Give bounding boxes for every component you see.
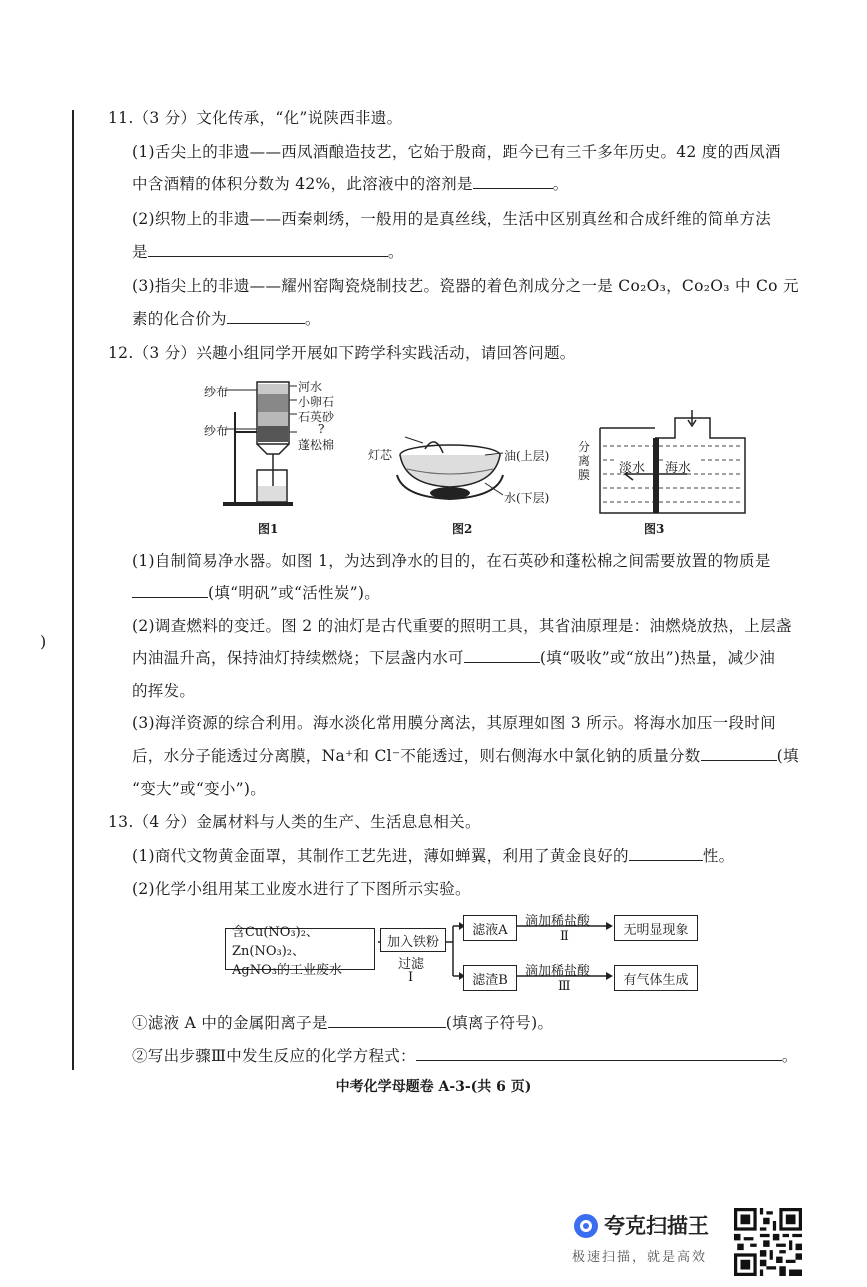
q13-sub1: ①滤液 A 中的金属阳离子是 (填离子符号)。 xyxy=(132,1014,554,1032)
flow-source-line2: AgNO₃的工业废水 xyxy=(232,962,342,978)
q12-part1-line2: (填“明矾”或“活性炭”)。 xyxy=(132,581,380,603)
answer-blank[interactable] xyxy=(701,746,777,761)
q11-part2-line2: 是 。 xyxy=(132,243,404,261)
q12-part3-line2: 后，水分子能透过分离膜，Na⁺和 Cl⁻不能透过，则右侧海水中氯化钠的质量分数 (填 xyxy=(132,747,799,765)
answer-blank[interactable] xyxy=(464,648,540,663)
flow-step1-box: 加入铁粉 xyxy=(380,928,446,952)
q13-part2: (2)化学小组用某工业废水进行了下图所示实验。 xyxy=(132,880,471,898)
flow-source-box xyxy=(225,924,375,978)
flow-residue-b: 滤渣B xyxy=(463,965,517,991)
fig3-label-membrane-3: 膜 xyxy=(578,468,591,482)
q11-part1-line2: 中含酒精的体积分数为 42%，此溶液中的溶剂是 。 xyxy=(132,175,569,193)
q13-part1: (1)商代文物黄金面罩，其制作工艺先进，薄如蝉翼，利用了黄金良好的 性。 xyxy=(132,847,735,865)
scanner-logo-icon xyxy=(572,1212,600,1240)
fig2-label-wick: 灯芯 xyxy=(368,448,393,462)
q11-part2-line1: (2)织物上的非遗——西秦刺绣，一般用的是真丝线，生活中区别真丝和合成纤维的简单方法 xyxy=(132,210,772,228)
answer-blank[interactable] xyxy=(416,1046,782,1061)
binding-mark: ) xyxy=(40,632,47,651)
q12-part2-line2: 内油温升高，保持油灯持续燃烧；下层盏内水可 (填“吸收”或“放出”)热量，减少油 xyxy=(132,649,776,667)
fig3-label-membrane-2: 离 xyxy=(578,454,591,468)
fig2-caption: 图2 xyxy=(452,522,473,536)
q13-title: 13.（4 分）金属材料与人类的生产、生活息息相关。 xyxy=(108,813,481,831)
fig1-label-cotton: 蓬松棉 xyxy=(298,438,335,452)
scanner-brand-slogan: 极速扫描，就是高效 xyxy=(572,1250,708,1265)
fig1-label-pebbles: 小卵石 xyxy=(298,395,335,409)
answer-blank[interactable] xyxy=(328,1013,446,1028)
flow-step1-number: I xyxy=(408,970,414,985)
flow-result-no-change: 无明显现象 xyxy=(614,915,698,941)
fig1-label-river-water: 河水 xyxy=(298,380,323,394)
fig2-label-water-lower: 水(下层) xyxy=(504,491,550,505)
fig3-label-sea-water: 海水 xyxy=(665,461,692,476)
answer-blank[interactable] xyxy=(629,846,703,861)
q13-sub2: ②写出步骤Ⅲ中发生反应的化学方程式： 。 xyxy=(132,1047,798,1065)
q12-part3-line1: (3)海洋资源的综合利用。海水淡化常用膜分离法，其原理如图 3 所示。将海水加压一段时间 xyxy=(132,714,776,732)
flow-result-gas: 有气体生成 xyxy=(614,965,698,991)
q11-part1-line1: (1)舌尖上的非遗——西凤酒酿造技艺，它始于殷商，距今已有三千多年历史。42 度的西凤酒 xyxy=(132,143,781,161)
fig3-caption: 图3 xyxy=(644,522,665,536)
flow-step3-number: Ⅲ xyxy=(558,979,571,994)
answer-blank[interactable] xyxy=(132,583,208,598)
answer-blank[interactable] xyxy=(473,174,553,189)
flow-step2-number: Ⅱ xyxy=(560,929,569,944)
flow-step3-label: 滴加稀盐酸 xyxy=(525,964,591,979)
flow-source-line1: 含Cu(NO₃)₂、Zn(NO₃)₂、 xyxy=(232,924,319,959)
fig1-label-gauze-top: 纱布 xyxy=(204,385,229,399)
fig1-label-gauze-bottom: 纱布 xyxy=(204,424,229,438)
fig3-label-fresh-water: 淡水 xyxy=(619,461,646,476)
qr-code-icon xyxy=(734,1208,802,1276)
fig1-caption: 图1 xyxy=(258,522,279,536)
fig1-label-quartz-sand: 石英砂 xyxy=(298,410,335,424)
q12-part2-line1: (2)调查燃料的变迁。图 2 的油灯是古代重要的照明工具，其省油原理是：油燃烧放热，上层盏 xyxy=(132,617,792,635)
answer-blank[interactable] xyxy=(148,242,388,257)
q12-title: 12.（3 分）兴趣小组同学开展如下跨学科实践活动，请回答问题。 xyxy=(108,344,576,362)
fig2-label-oil-upper: 油(上层) xyxy=(504,449,550,463)
fig3-label-membrane-1: 分 xyxy=(578,440,591,454)
page-footer: 中考化学母题卷 A-3-(共 6 页) xyxy=(335,1079,532,1095)
scanner-brand-name: 夸克扫描王 xyxy=(604,1214,709,1238)
figure-2-oil-lamp xyxy=(395,435,515,510)
q12-part3-line3: “变大”或“变小”)。 xyxy=(132,780,267,798)
flow-filtrate-a: 滤液A xyxy=(463,915,517,941)
answer-blank[interactable] xyxy=(227,309,305,324)
fig1-label-unknown: ? xyxy=(318,422,325,436)
q11-title: 11.（3 分）文化传承，“化”说陕西非遗。 xyxy=(108,109,403,127)
flow-step1-filter: 过滤 xyxy=(398,957,425,972)
binding-margin-line xyxy=(72,110,74,1070)
q11-part3-line2: 素的化合价为 。 xyxy=(132,310,321,328)
q12-part2-line3: 的挥发。 xyxy=(132,682,196,700)
q12-part1-line1: (1)自制简易净水器。如图 1，为达到净水的目的，在石英砂和蓬松棉之间需要放置的物质是 xyxy=(132,552,771,570)
q11-part3-line1: (3)指尖上的非遗——耀州窑陶瓷烧制技艺。瓷器的着色剂成分之一是 Co₂O₃，Co₂O₃ 中 Co 元 xyxy=(132,277,799,295)
flow-step2-label: 滴加稀盐酸 xyxy=(525,914,591,929)
